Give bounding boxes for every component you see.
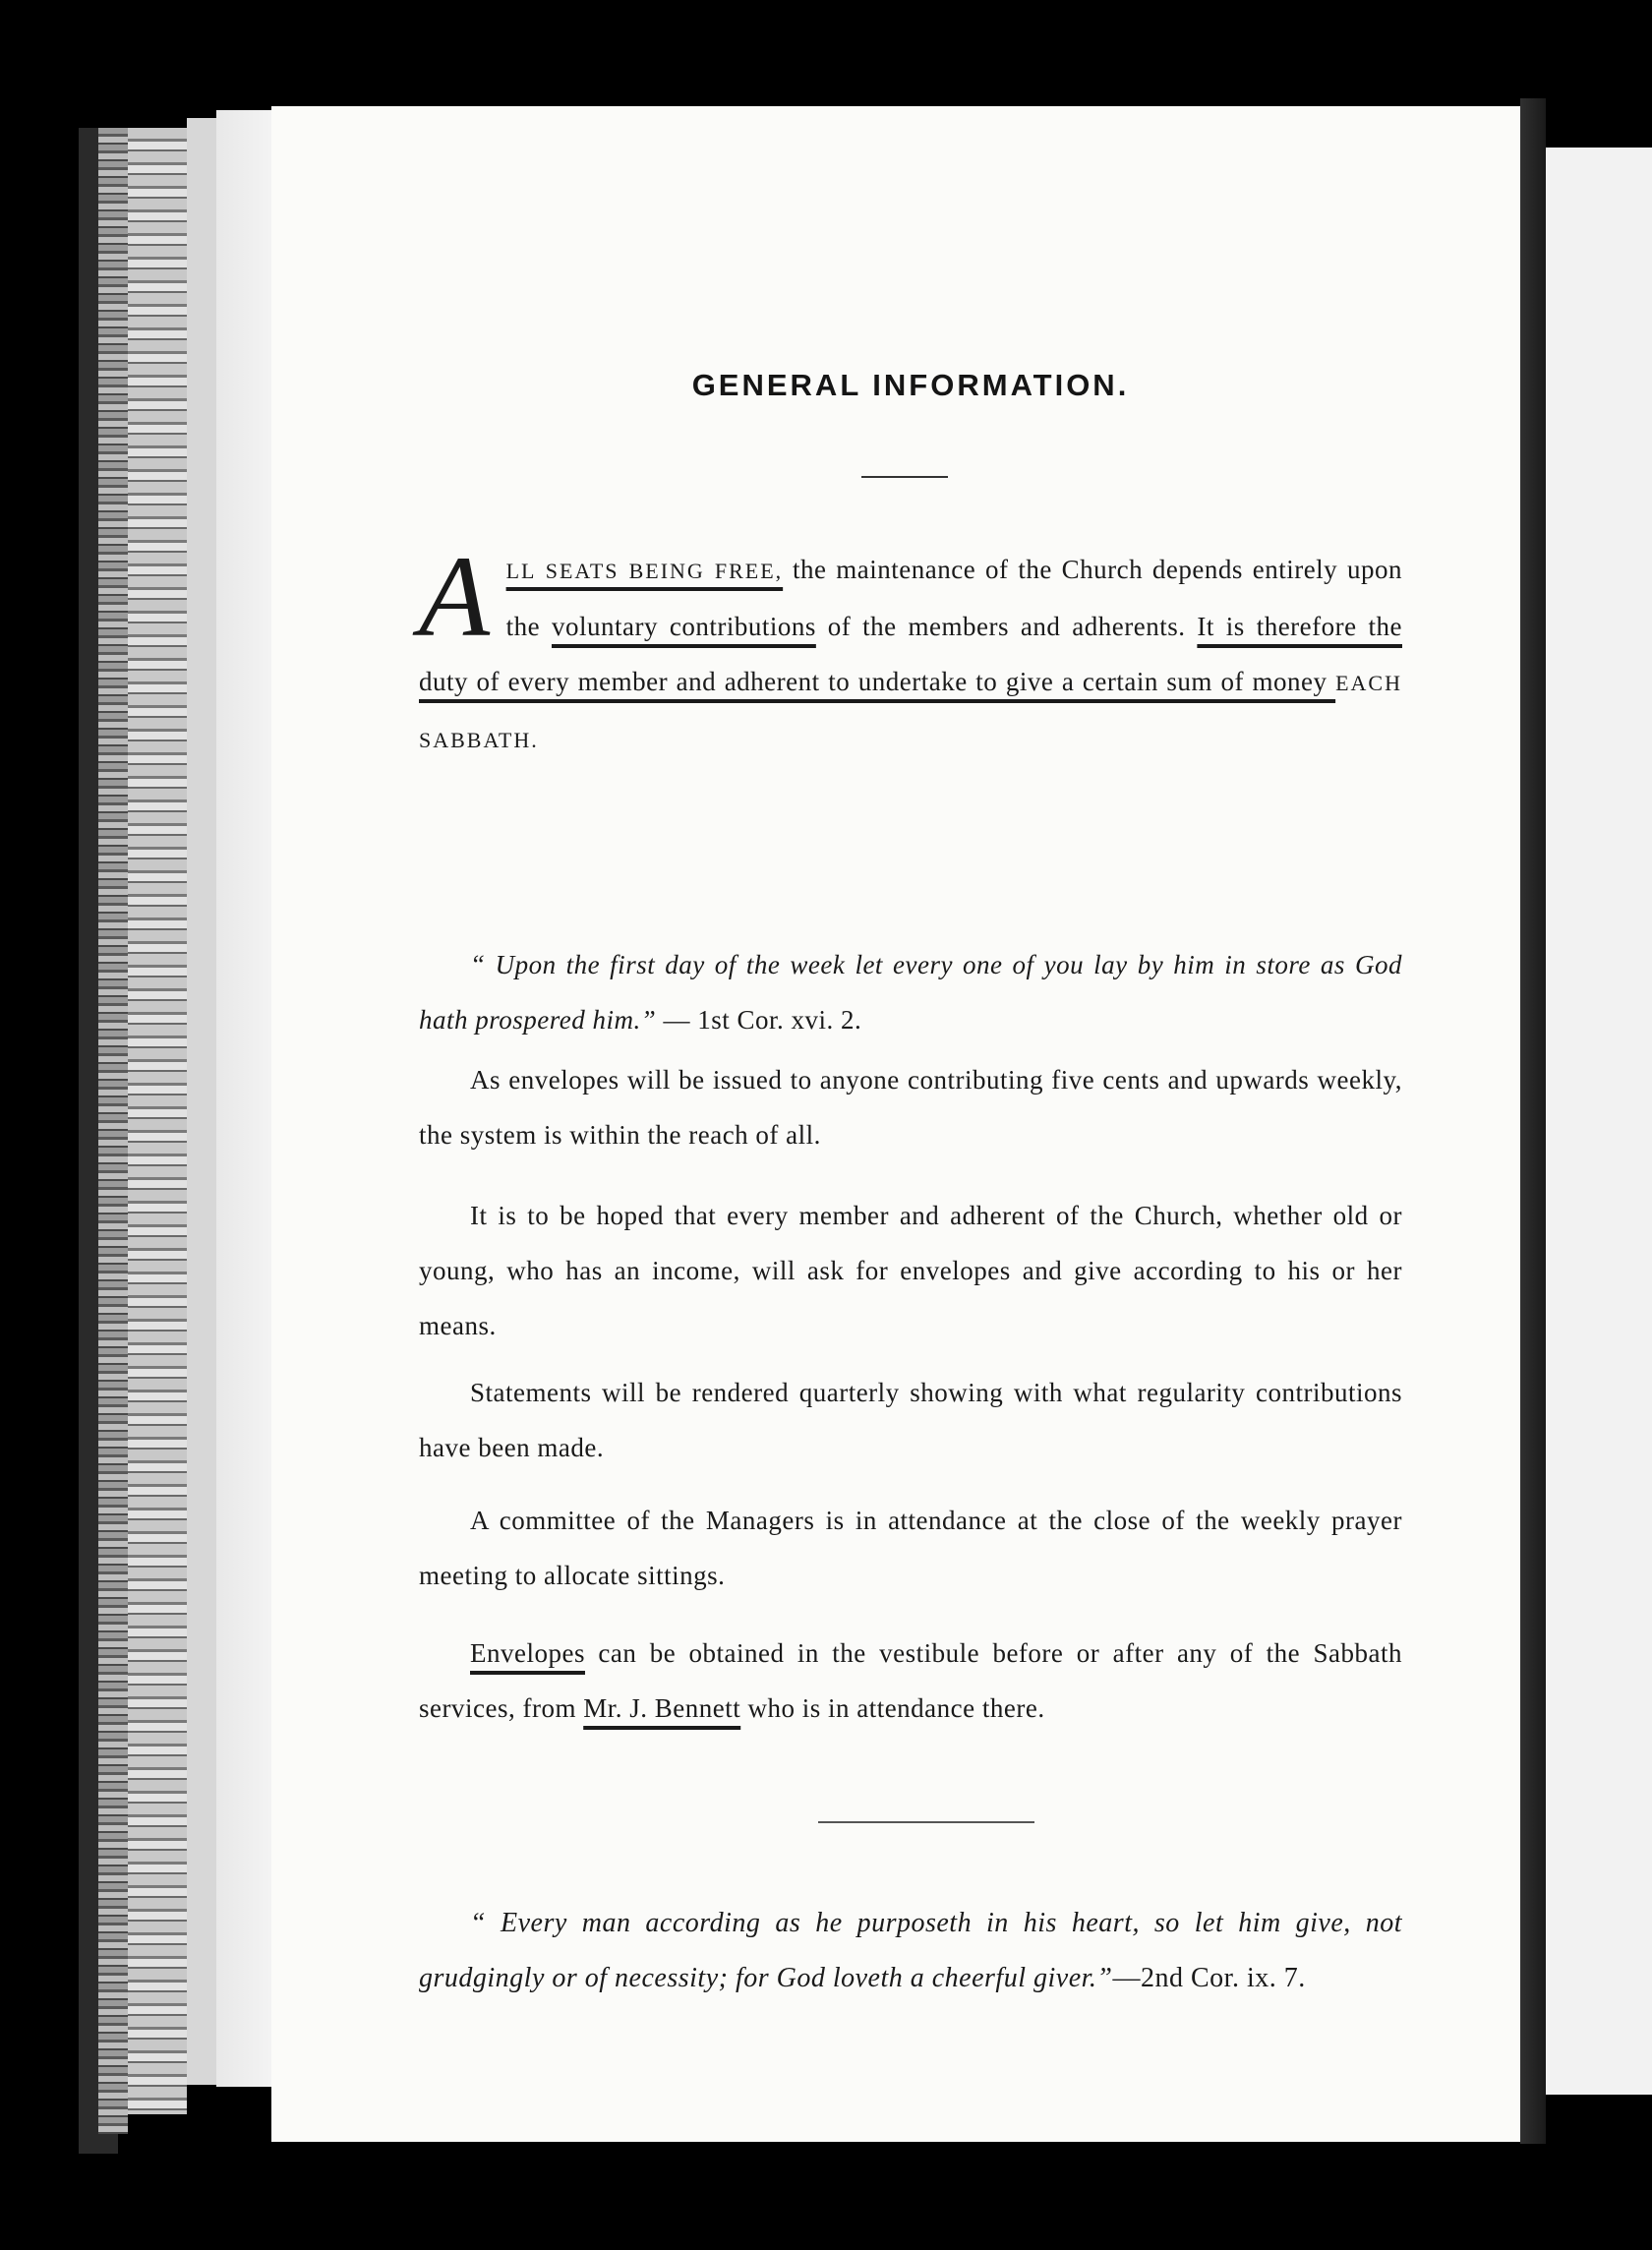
drop-cap: A xyxy=(419,532,491,661)
quote2-text: “ Every man according as he purposeth in his heart, so let him give, not grudgingly or of necessity; for God loveth a cheerful giver.” xyxy=(419,1908,1402,1993)
book-edge-pages-2 xyxy=(128,128,187,2114)
intro-lead: LL SEATS BEING FREE, xyxy=(505,559,784,583)
section-divider xyxy=(818,1821,1034,1823)
obtain-underlined-envelopes: Envelopes xyxy=(470,1638,585,1668)
scripture-quote-2 xyxy=(419,1896,1402,2006)
intro-paragraph xyxy=(419,532,1402,768)
intro-underlined-1: voluntary contributions xyxy=(551,612,816,641)
paragraph-statements xyxy=(419,1365,1402,1475)
quote1-text: “ Upon the first day of the week let every one of you lay by him in store as God hath prospered him.” xyxy=(419,950,1402,1035)
title-divider xyxy=(861,476,948,478)
paragraph-envelopes xyxy=(419,1052,1402,1162)
quote2-citation: —2nd Cor. ix. 7. xyxy=(1112,1963,1306,1993)
quote1-citation: — 1st Cor. xvi. 2. xyxy=(656,1005,862,1035)
facing-page-edge xyxy=(1546,148,1652,2095)
book-edge-pages-3 xyxy=(187,118,216,2085)
scripture-quote-1 xyxy=(419,937,1402,1047)
paragraph-obtain-envelopes xyxy=(419,1626,1402,1736)
page-gutter-shadow xyxy=(1520,98,1546,2144)
intro-text-2: of the members and adherents. xyxy=(815,612,1198,641)
paragraph-hoped xyxy=(419,1188,1402,1353)
intro-each-sabbath: EACH SABBATH. xyxy=(419,671,1402,752)
hoped-text: It is to be hoped that every member and adherent of the Church, whether old or young, who has an income, will ask for envelopes and give according to his or her means. xyxy=(419,1201,1402,1340)
committee-text: A committee of the Managers is in attendance at the close of the weekly prayer meeting to allocate sittings. xyxy=(419,1506,1402,1590)
page-title: GENERAL INFORMATION. xyxy=(691,368,1130,402)
book-edge-pages-4 xyxy=(216,110,275,2087)
intro-text-1: the maintenance of the Church depends entirely upon the xyxy=(505,555,1402,641)
book-edge-pages-1 xyxy=(98,128,128,2134)
paragraph-committee xyxy=(419,1493,1402,1603)
document-page xyxy=(271,106,1520,2142)
envelopes-text: As envelopes will be issued to anyone contributing five cents and upwards weekly, the system is within the reach of all. xyxy=(419,1065,1402,1150)
obtain-text-2: who is in attendance there. xyxy=(740,1693,1045,1723)
intro-underlined-2: It is therefore the duty of every member and adherent to undertake to give a certain sum of money xyxy=(419,612,1402,696)
obtain-underlined-name: Mr. J. Bennett xyxy=(583,1693,741,1723)
statements-text: Statements will be rendered quarterly showing with what regularity contributions have been made. xyxy=(419,1378,1402,1462)
obtain-text-1: can be obtained in the vestibule before or after any of the Sabbath services, from xyxy=(419,1638,1402,1723)
